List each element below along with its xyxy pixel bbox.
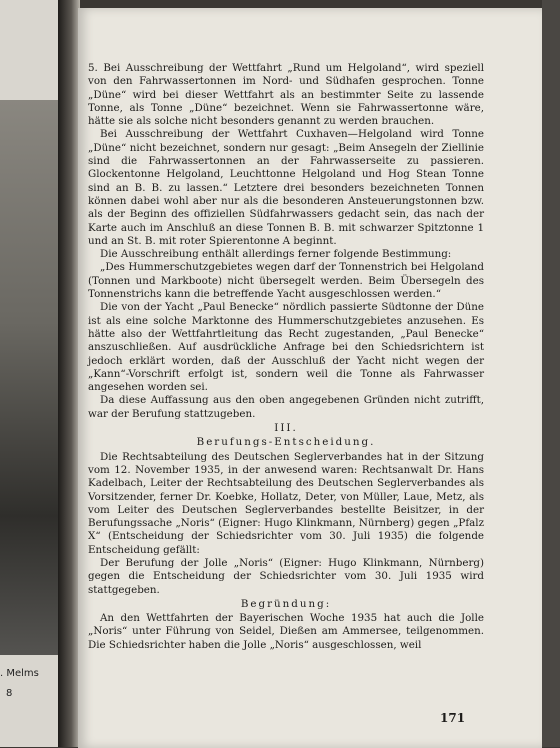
left-page (0, 0, 62, 747)
paragraph-4: Die von der Yacht „Paul Benecke“ nördlich passierte Südtonne der Düne ist als eine solche Marktonne des Hummerschutzgebietes anzusehen. Es hätte also der Wettfahrtleitung das Recht zugestanden, „Paul Benecke“ anszuschließen. Auf ausdrückliche Anfrage bei den Schiedsrichtern ist jedoch erklärt worden, daß der Ausschluß der Yacht nicht wegen der „Kann“-Vorschrift erfolgt ist, sondern weil die Tonne als Fahrwasser angesehen worden sei. (88, 301, 484, 394)
right-page (78, 8, 542, 748)
decision-paragraph-1: Die Rechtsabteilung des Deutschen Seglerverbandes hat in der Sitzung vom 12. November 1935, in der anwesend waren: Rechtsanwalt Dr. Hans Kadelbach, Leiter der Rechtsabteilung des Deutschen Seglerverbandes als Vorsitzender, ferner Dr. Koebke, Hollatz, Deter, von Müller, Laue, Metz, als vom Leiter des Deutschen Seglerverbandes bestellte Beisitzer, in der Berufungssache „Noris“ (Eigner: Hugo Klinkmann, Nürnberg) gegen „Pfalz X“ (Entscheidung der Schiedsrichter vom 30. Juli 1935) die folgende Entscheidung gefällt: (88, 450, 484, 556)
paragraph-5: Da diese Auffassung aus den oben angegebenen Gründen nicht zutrifft, war der Berufung stattzugeben. (88, 394, 484, 420)
section-number: III. (274, 422, 298, 435)
section-title: Berufungs-Entscheidung. (196, 436, 376, 449)
paragraph-3: Die Ausschreibung enthält allerdings ferner folgende Bestimmung: (100, 248, 452, 261)
left-page-number: 8 (6, 688, 13, 699)
page-number: 171 (440, 711, 466, 725)
reasons-title: Begründung: (240, 597, 332, 610)
book-gutter (58, 0, 80, 747)
paragraph-1: 5. Bei Ausschreibung der Wettfahrt „Rund um Helgoland“, wird speziell von den Fahrwassertonnen im Nord- und Südhafen gesprochen. Tonne „Düne“ wird bei dieser Wettfahrt als an bestimmter Seite zu lassende Tonne, als Tonne „Düne“ bezeichnet. Wenn sie Fahrwassertonne wäre, hätte sie als solche nicht besonders genannt zu werden brauchen. (88, 62, 484, 128)
paragraph-2: Bei Ausschreibung der Wettfahrt Cuxhaven—Helgoland wird Tonne „Düne“ nicht bezeichnet, sondern nur gesagt: „Beim Ansegeln der Ziellinie sind die Fahrwassertonnen an der Fahrwasserseite zu passieren. Glockentonne Helgoland, Leuchttonne Helgoland und Hog Stean Tonne sind an B. B. zu lassen.“ Letztere drei besonders bezeichneten Tonnen können dabei wohl aber nur als die besonderen Ansteuerungstonnen bzw. als der Beginn des offiziellen Südfahrwassers gedacht sein, das nach der Karte auch im Anschluß an diese Tonnen B. B. mit schwarzer Spitztonne 1 und an St. B. mit roter Spierentonne A beginnt. (88, 128, 484, 247)
page-text (88, 62, 484, 652)
quoted-rule: „Des Hummerschutzgebietes wegen darf der Tonnenstrich bei Helgoland (Tonnen und Markboote) nicht übersegelt werden. Beim Übersegeln des Tonnenstrichs kann die betreffende Yacht ausgeschlossen werden.“ (88, 261, 484, 301)
left-page-photo (0, 100, 58, 655)
decision-paragraph-2: Der Berufung der Jolle „Noris“ (Eigner: Hugo Klinkmann, Nürnberg) gegen die Entscheidung der Schiedsrichter vom 30. Juli 1935 wird stattgegeben. (88, 556, 484, 596)
right-edge (542, 0, 560, 747)
reasons-paragraph: An den Wettfahrten der Bayerischen Woche 1935 hat auch die Jolle „Noris“ unter Führung von Seidel, Dießen am Ammersee, teilgenommen. Die Schiedsrichter haben die Jolle „Noris“ ausgeschlossen, weil (88, 612, 484, 651)
left-page-caption: . Melms (0, 668, 39, 679)
